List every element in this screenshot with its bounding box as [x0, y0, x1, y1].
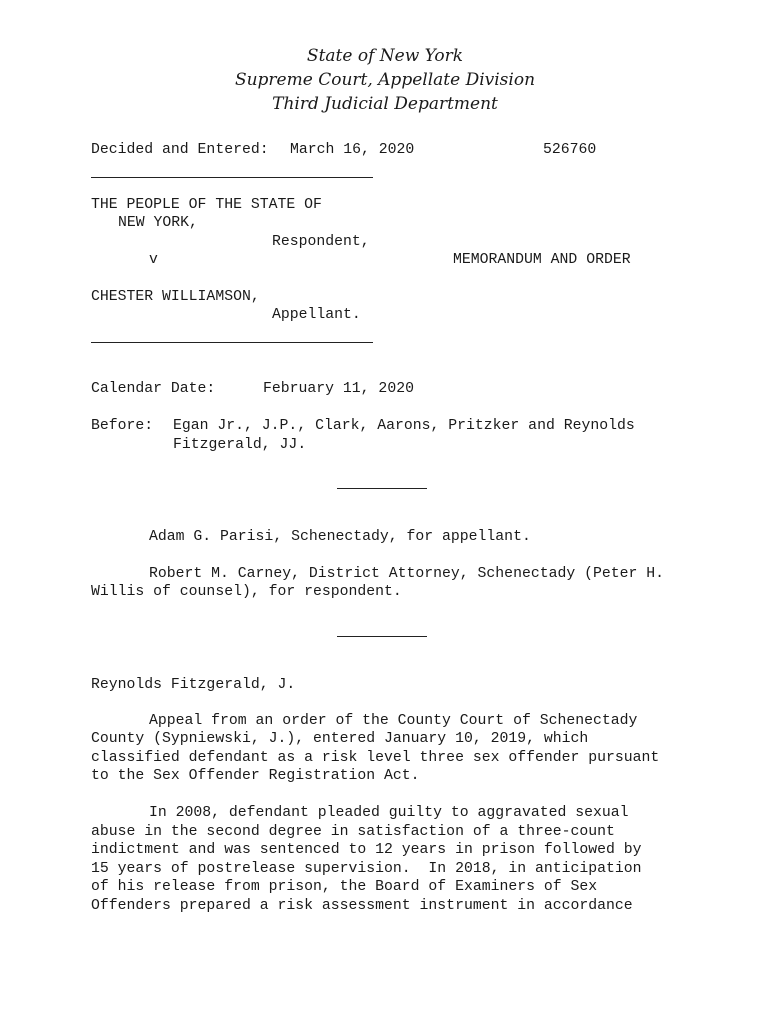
opinion-author: Reynolds Fitzgerald, J.: [91, 677, 296, 693]
plaintiff-name-line1: THE PEOPLE OF THE STATE OF: [91, 197, 322, 213]
counsel-respondent-line2: Willis of counsel), for respondent.: [91, 584, 402, 600]
paragraph-line: In 2008, defendant pleaded guilty to aggravated sexual: [149, 805, 629, 821]
docket-number: 526760: [543, 142, 597, 158]
versus: v: [149, 252, 158, 268]
caption-bottom-rule: [91, 342, 373, 343]
plaintiff-name-line2: NEW YORK,: [118, 215, 198, 231]
plaintiff-role: Respondent,: [272, 234, 370, 250]
court-department: Third Judicial Department: [272, 94, 498, 114]
section-divider: [337, 488, 427, 489]
counsel-appellant: Adam G. Parisi, Schenectady, for appellant.: [149, 529, 531, 545]
paragraph-line: County (Sypniewski, J.), entered January 10, 2019, which: [91, 731, 589, 747]
before-judges-line1: Egan Jr., J.P., Clark, Aarons, Pritzker and Reynolds: [173, 418, 635, 434]
court-division: Supreme Court, Appellate Division: [234, 70, 536, 90]
defendant-name: CHESTER WILLIAMSON,: [91, 289, 260, 305]
section-divider: [337, 636, 427, 637]
defendant-role: Appellant.: [272, 307, 361, 323]
paragraph-line: of his release from prison, the Board of Examiners of Sex: [91, 879, 598, 895]
decided-date: March 16, 2020: [290, 142, 415, 158]
calendar-date: February 11, 2020: [263, 381, 414, 397]
paragraph-line: 15 years of postrelease supervision. In 2018, in anticipation: [91, 861, 642, 877]
document-type: MEMORANDUM AND ORDER: [453, 252, 631, 268]
paragraph-line: abuse in the second degree in satisfaction of a three-count: [91, 824, 615, 840]
calendar-label: Calendar Date:: [91, 381, 216, 397]
decided-label: Decided and Entered:: [91, 142, 269, 158]
paragraph-line: indictment and was sentenced to 12 years in prison followed by: [91, 842, 642, 858]
court-name: State of New York: [306, 46, 464, 66]
before-label: Before:: [91, 418, 154, 434]
caption-top-rule: [91, 177, 373, 178]
before-judges-line2: Fitzgerald, JJ.: [173, 437, 307, 453]
counsel-respondent-line1: Robert M. Carney, District Attorney, Schenectady (Peter H.: [149, 566, 665, 582]
paragraph-line: to the Sex Offender Registration Act.: [91, 768, 420, 784]
paragraph-line: Appeal from an order of the County Court of Schenectady: [149, 713, 638, 729]
paragraph-line: classified defendant as a risk level three sex offender pursuant: [91, 750, 660, 766]
paragraph-line: Offenders prepared a risk assessment instrument in accordance: [91, 898, 633, 914]
